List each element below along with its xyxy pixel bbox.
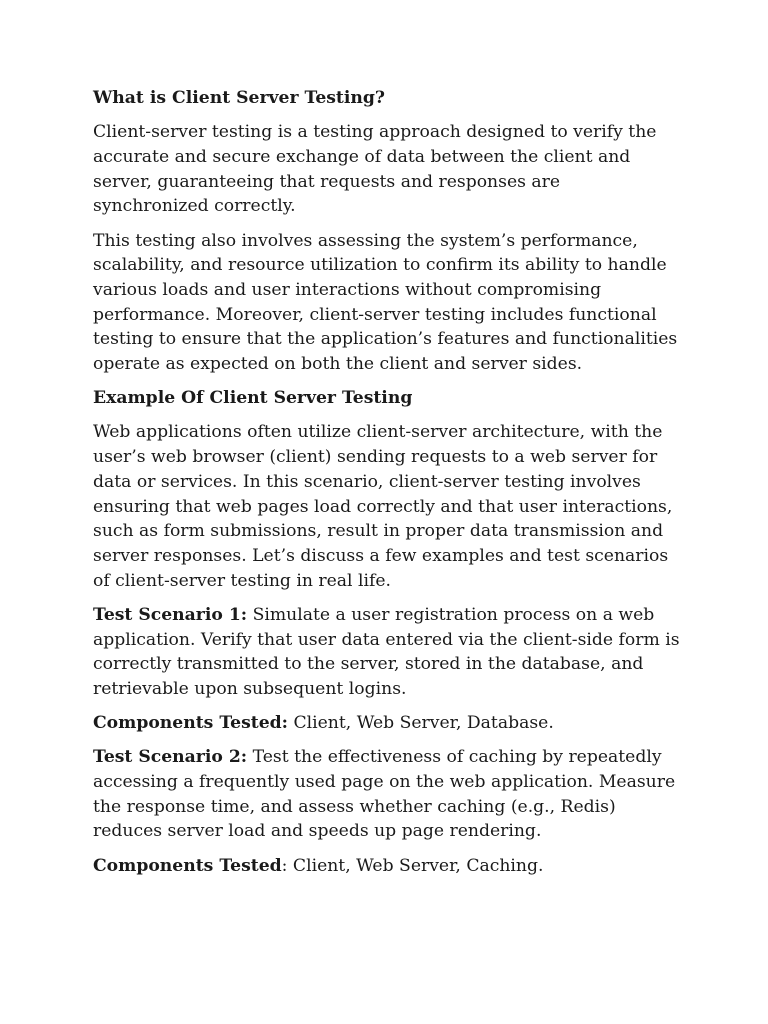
test-scenario-1 <box>93 603 680 702</box>
paragraph-web-applications: Web applications often utilize client-server architecture, with the user’s web browser (client) sending requests to a web server for data or services. In this scenario, client-server testing involves ensuring that web pages load correctly and that user interactions, such as form submissions, result in proper data transmission and server responses. Let’s discuss a few examples and test scenarios of client-server testing in real life. <box>93 422 673 591</box>
test-scenario-2 <box>93 745 680 844</box>
paragraph-performance: This testing also involves assessing the system’s performance, scalability, and resource utilization to confirm its ability to handle various loads and user interactions without compromising performance. Moreover, client-server testing includes functional testing to ensure that the application’s features and functionalities operate as expected on both the client and server sides. <box>93 230 678 375</box>
test-scenario-2-text: Test the effectiveness of caching by repeatedly accessing a frequently used page on the web application. Measure the response time, and assess whether caching (e.g., Redis) reduces server load and speeds up page rendering. <box>93 747 676 842</box>
paragraph-definition: Client-server testing is a testing approach designed to verify the accurate and secure exchange of data between the client and server, guaranteeing that requests and responses are synchronized correctly. <box>93 122 657 217</box>
components-tested-2-text: : Client, Web Server, Caching. <box>281 855 544 876</box>
components-tested-1 <box>93 711 680 736</box>
test-scenario-1-text: Simulate a user registration process on a web application. Verify that user data entered via the client-side form is correctly transmitted to the server, stored in the database, and retrievable upon subsequent logins. <box>93 604 680 699</box>
test-scenario-1-label: Test Scenario 1: <box>93 604 248 625</box>
heading-example: Example Of Client Server Testing <box>93 388 413 409</box>
components-tested-2 <box>93 854 680 879</box>
components-tested-1-text: Client, Web Server, Database. <box>288 713 554 734</box>
components-tested-2-label: Components Tested <box>93 855 282 876</box>
components-tested-1-label: Components Tested: <box>93 713 289 734</box>
test-scenario-2-label: Test Scenario 2: <box>93 747 248 768</box>
heading-what-is-client-server-testing: What is Client Server Testing? <box>93 88 385 108</box>
